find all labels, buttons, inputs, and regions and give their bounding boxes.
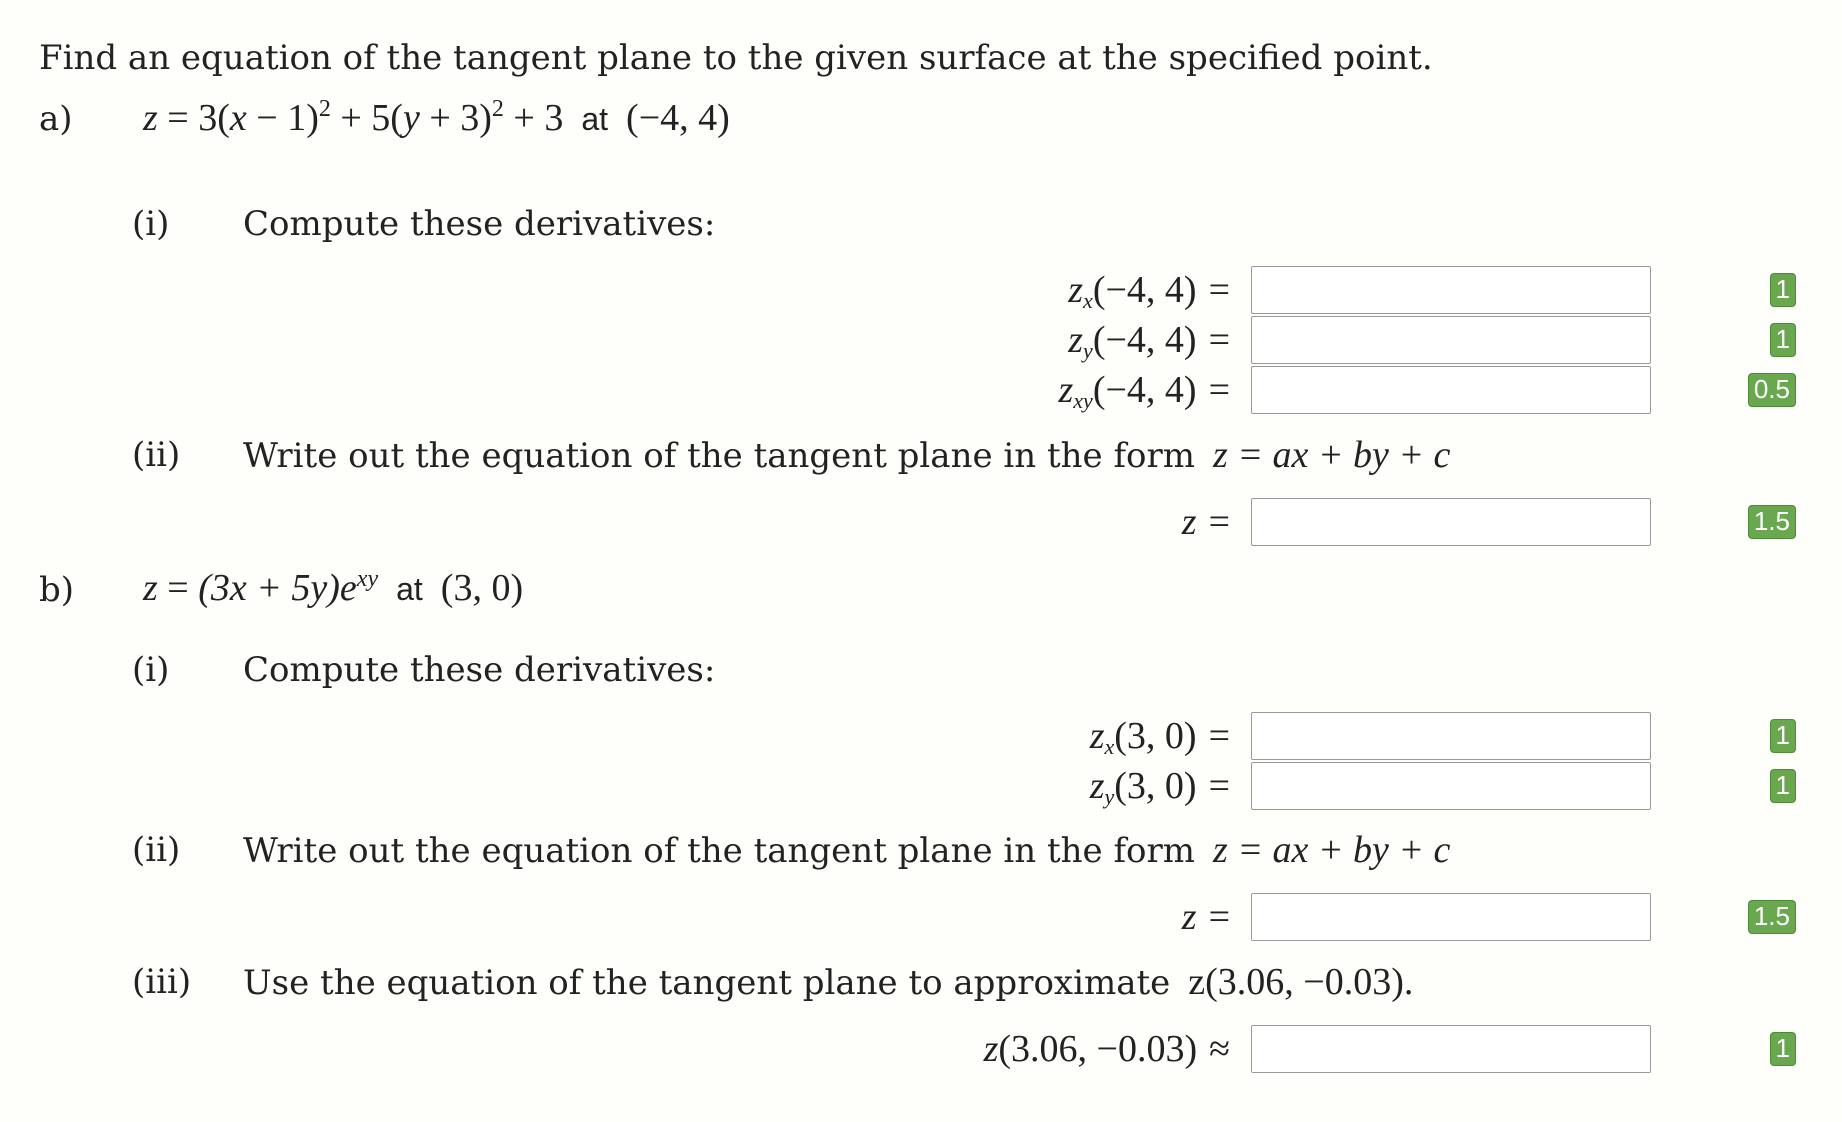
answer-label-zx-b: $z_x(3$, 0) = — [1089, 715, 1230, 759]
answer-label-zy-a: $z_y(-4$, 4) = — [1068, 319, 1230, 363]
part-a-ii-label: (ii) — [132, 435, 181, 475]
points-badge: 1 — [1770, 769, 1796, 803]
answer-input-zy-b[interactable] — [1251, 762, 1651, 810]
tangent-plane-form: z = ax + by + c — [1213, 434, 1451, 476]
part-a-i-text: Compute these derivatives: — [243, 204, 716, 244]
part-a-i-label: (i) — [132, 204, 170, 244]
tangent-plane-form: z = ax + by + c — [1213, 829, 1451, 871]
part-b-iii-label: (iii) — [132, 962, 192, 1002]
points-badge: 1 — [1770, 323, 1796, 357]
answer-label-zx-a: $z_x(-4$, 4) = — [1068, 269, 1230, 313]
part-b-iii-text: Use the equation of the tangent plane to approximate z(3.06, −0.03). — [243, 961, 1414, 1003]
part-b-equation: $z = (3x + 5y)e^{xy}$ at (3, 0) — [143, 566, 524, 609]
points-badge: 1 — [1770, 1032, 1796, 1066]
answer-label-z-b: z = — [1181, 896, 1230, 938]
answer-label-z-a: z = — [1181, 501, 1230, 543]
part-a-ii-text: Write out the equation of the tangent plane in the form z = ax + by + c — [243, 434, 1451, 476]
points-badge: 1 — [1770, 273, 1796, 307]
points-badge: 1.5 — [1748, 900, 1796, 934]
points-badge: 1.5 — [1748, 505, 1796, 539]
part-a-label: a) — [39, 99, 73, 139]
part-b-ii-text: Write out the equation of the tangent plane in the form z = ax + by + c — [243, 829, 1451, 871]
answer-label-approx: z(3.06, −0.03) ≈ — [983, 1028, 1230, 1070]
part-b-label: b) — [39, 570, 75, 610]
part-b-i-label: (i) — [132, 650, 170, 690]
answer-label-zxy-a: $z_{xy}(-4$, 4) = — [1058, 369, 1230, 413]
part-b-ii-label: (ii) — [132, 830, 181, 870]
part-b-i-text: Compute these derivatives: — [243, 650, 716, 690]
part-a-equation: $z = 3(x - 1)^2 + 5(y + 3)^2 + 3$ at (−4, 4) — [143, 96, 730, 139]
approximation-target: z(3.06, −0.03). — [1188, 961, 1414, 1003]
answer-input-zy-a[interactable] — [1251, 316, 1651, 364]
answer-input-zx-a[interactable] — [1251, 266, 1651, 314]
problem-prompt: Find an equation of the tangent plane to the given surface at the specified point. — [39, 38, 1433, 78]
answer-input-plane-a[interactable] — [1251, 498, 1651, 546]
points-badge: 1 — [1770, 719, 1796, 753]
answer-input-approx[interactable] — [1251, 1025, 1651, 1073]
points-badge: 0.5 — [1748, 373, 1796, 407]
answer-label-zy-b: $z_y(3$, 0) = — [1089, 765, 1230, 809]
answer-input-plane-b[interactable] — [1251, 893, 1651, 941]
answer-input-zx-b[interactable] — [1251, 712, 1651, 760]
answer-input-zxy-a[interactable] — [1251, 366, 1651, 414]
